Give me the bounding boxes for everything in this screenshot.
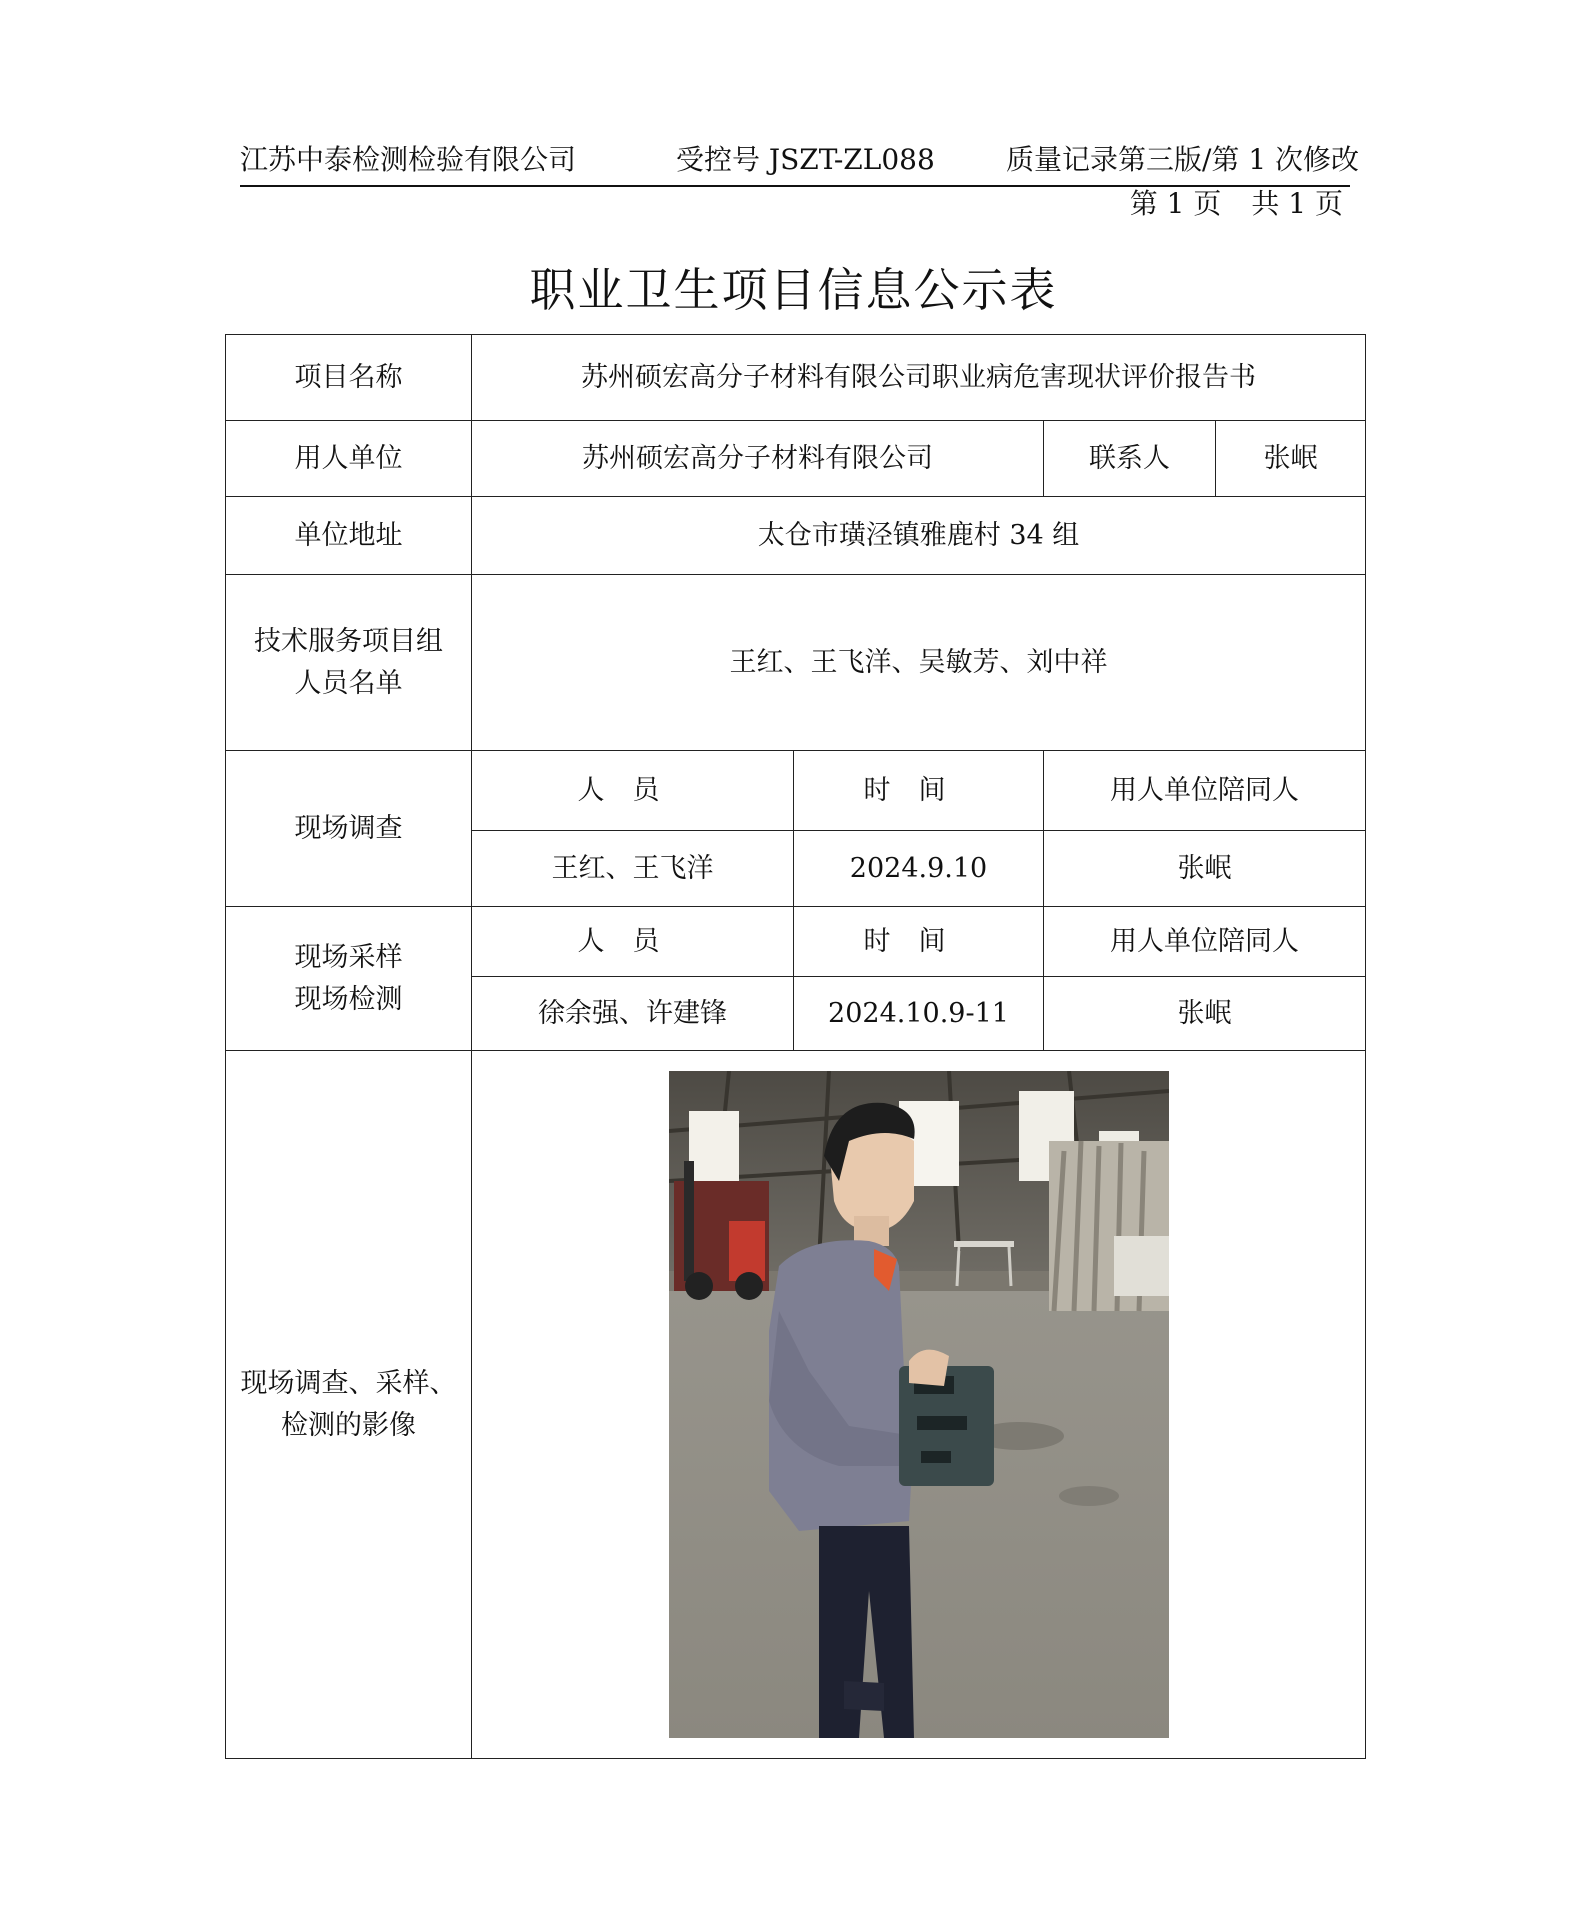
info-table xyxy=(225,334,1366,1759)
survey-person: 王红、王飞洋 xyxy=(472,831,794,907)
team-label-line-2: 人员名单 xyxy=(294,667,403,699)
survey-time: 2024.9.10 xyxy=(794,831,1044,907)
survey-label: 现场调查 xyxy=(226,751,472,907)
row-team xyxy=(226,575,1366,751)
row-survey-header xyxy=(226,751,1366,831)
photo-cell xyxy=(472,1051,1366,1759)
project-name-label: 项目名称 xyxy=(226,335,472,421)
photo-label-line-1: 现场调查、采样、 xyxy=(240,1367,457,1399)
page-number xyxy=(1130,186,1343,222)
row-photo xyxy=(226,1051,1366,1759)
project-name-value: 苏州硕宏高分子材料有限公司职业病危害现状评价报告书 xyxy=(472,335,1366,421)
sampling-time: 2024.10.9-11 xyxy=(794,977,1044,1051)
photo-label-line-2: 检测的影像 xyxy=(281,1409,416,1441)
page-total: 共 1 页 xyxy=(1251,187,1343,220)
photo-label xyxy=(226,1051,472,1759)
header-company: 江苏中泰检测检验有限公司 xyxy=(240,143,577,176)
sampling-col-time: 时间 xyxy=(794,907,1044,977)
sampling-col-companion: 用人单位陪同人 xyxy=(1044,907,1366,977)
sampling-col-person: 人员 xyxy=(472,907,794,977)
team-label xyxy=(226,575,472,751)
header-control-number: 受控号 JSZT-ZL088 xyxy=(676,143,935,176)
sampling-label-line-2: 现场检测 xyxy=(294,983,403,1015)
sampling-companion: 张岷 xyxy=(1044,977,1366,1051)
survey-col-time: 时间 xyxy=(794,751,1044,831)
sampling-person: 徐余强、许建锋 xyxy=(472,977,794,1051)
header-version: 质量记录第三版/第 1 次修改 xyxy=(1006,143,1360,176)
row-employer xyxy=(226,421,1366,497)
employer-value: 苏州硕宏高分子材料有限公司 xyxy=(472,421,1044,497)
site-photo-illustration xyxy=(669,1071,1169,1738)
survey-col-companion: 用人单位陪同人 xyxy=(1044,751,1366,831)
team-label-line-1: 技术服务项目组 xyxy=(254,625,443,657)
sampling-label xyxy=(226,907,472,1051)
page-current: 第 1 页 xyxy=(1129,187,1222,220)
contact-label: 联系人 xyxy=(1044,421,1216,497)
site-photo xyxy=(669,1071,1169,1738)
address-label: 单位地址 xyxy=(226,497,472,575)
sampling-label-line-1: 现场采样 xyxy=(294,941,403,973)
survey-col-person: 人员 xyxy=(472,751,794,831)
survey-companion: 张岷 xyxy=(1044,831,1366,907)
row-address xyxy=(226,497,1366,575)
page-title: 职业卫生项目信息公示表 xyxy=(529,263,1058,317)
row-project-name xyxy=(226,335,1366,421)
team-members: 王红、王飞洋、吴敏芳、刘中祥 xyxy=(472,575,1366,751)
row-sampling-header xyxy=(226,907,1366,977)
address-value: 太仓市璜泾镇雅鹿村 34 组 xyxy=(472,497,1366,575)
employer-label: 用人单位 xyxy=(226,421,472,497)
contact-value: 张岷 xyxy=(1216,421,1366,497)
